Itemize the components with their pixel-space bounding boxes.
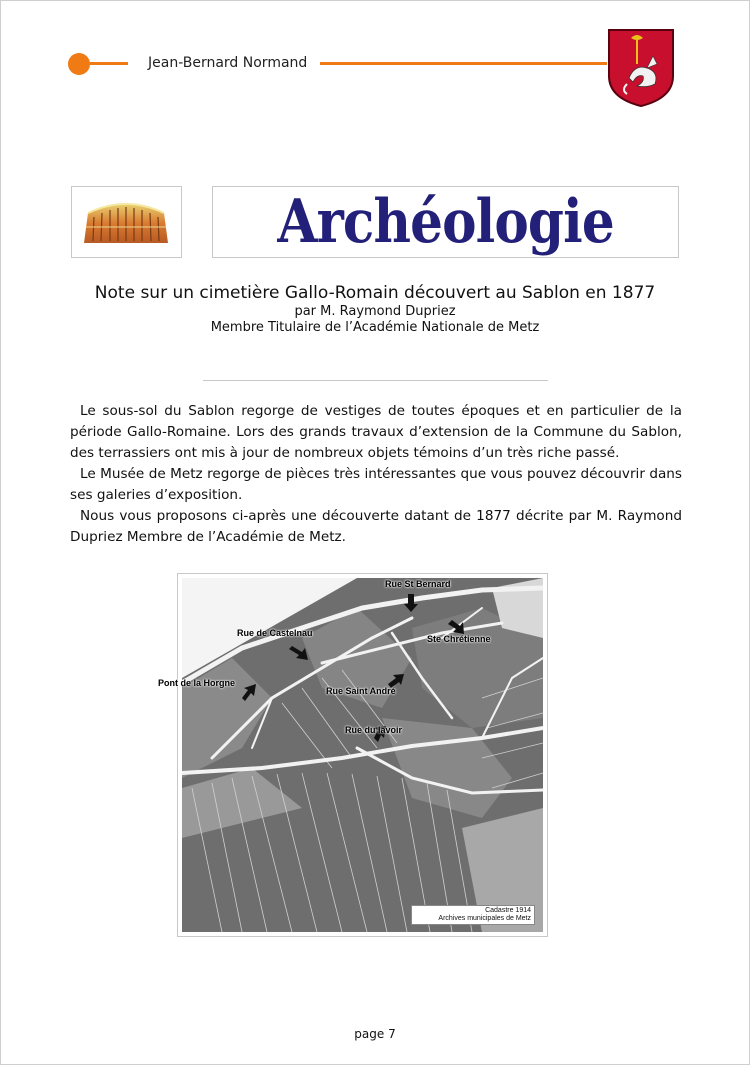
map-label-pont-de-la-horgne: Pont de la Horgne: [158, 678, 236, 688]
separator: [203, 380, 548, 381]
map-label-rue-st-bernard: Rue St Bernard: [385, 579, 451, 589]
amphitheatre-icon: [72, 187, 181, 257]
article-heading: Note sur un cimetière Gallo-Romain découvert au Sablon en 1877: [94, 283, 656, 303]
map-caption: [411, 905, 535, 925]
map-label-rue-de-castelnau: Rue de Castelnau: [237, 628, 313, 638]
article-affiliation: Membre Titulaire de l’Académie Nationale de Metz: [210, 320, 540, 335]
paragraph: Nous vous proposons ci-après une découverte datant de 1877 décrite par M. Raymond Dupriez Membre de l’Académie de Metz.: [70, 508, 682, 545]
header-line-left: [90, 62, 128, 65]
map-label-rue-saint-andre: Rue Saint André: [326, 686, 396, 696]
page-number: page 7: [354, 1027, 396, 1041]
map-figure: [177, 573, 548, 937]
section-title: Archéologie: [277, 187, 614, 257]
header-line-right: [320, 62, 607, 65]
map-caption-line2: Archives municipales de Metz: [438, 915, 531, 922]
header-author: Jean-Bernard Normand: [148, 55, 308, 71]
paragraph: Le sous-sol du Sablon regorge de vestiges de toutes époques et en particulier de la période Gallo-Romaine. Lors des grands travaux d’extension de la Commune du Sablon, des terrassiers ont mis à jour de nombreux objets témoins d’un très riche passé.: [70, 403, 682, 461]
article-byline: par M. Raymond Dupriez: [294, 304, 456, 319]
title-box: [212, 186, 679, 258]
map-label-rue-du-lavoir: Rue du lavoir: [345, 725, 403, 735]
paragraph: Le Musée de Metz regorge de pièces très intéressantes que vous pouvez découvrir dans ses galeries d’exposition.: [70, 466, 682, 503]
map-label-ste-chretienne: Ste Chrétienne: [427, 634, 491, 644]
thumbnail-box: [71, 186, 182, 258]
coat-of-arms-dragon-icon: [607, 28, 675, 108]
body-text: [70, 401, 682, 548]
map-caption-line1: Cadastre 1914: [485, 907, 531, 914]
header-dot: [68, 53, 90, 75]
